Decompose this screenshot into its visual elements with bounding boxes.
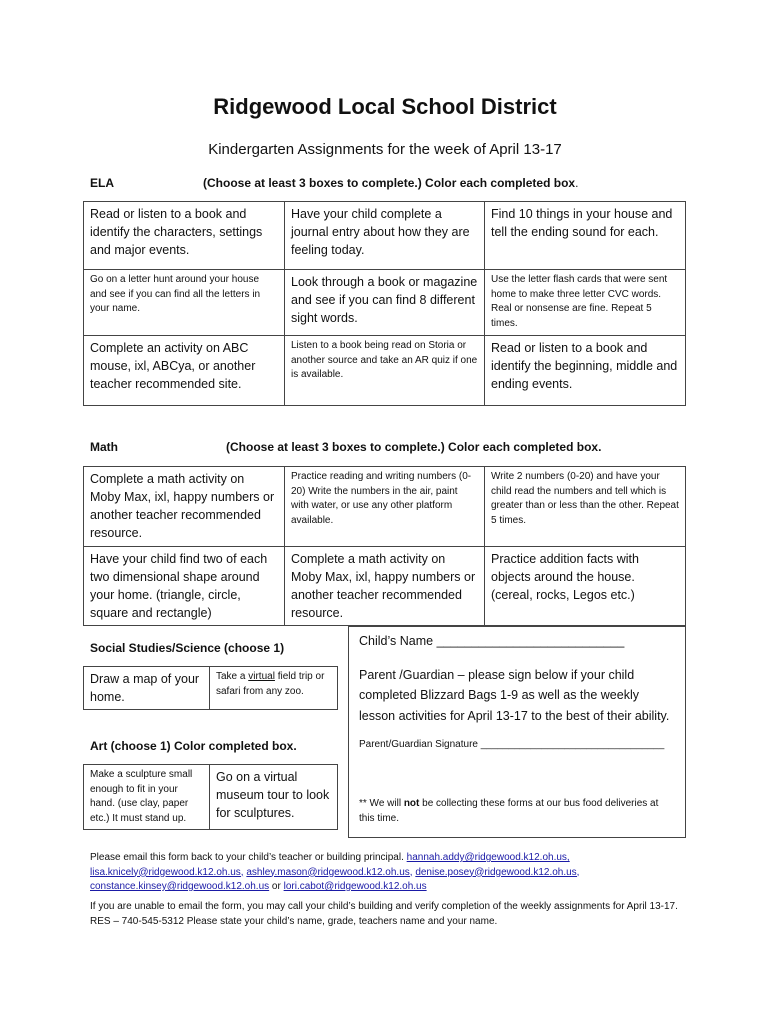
math-grid: [83, 466, 686, 626]
math-box[interactable]: Have your child find two of each two dimensional shape around your home. (triangle, circle, square and rectangle): [84, 546, 285, 626]
guardian-box: [348, 626, 686, 838]
social-box[interactable]: Take a virtual field trip or safari from any zoo.: [210, 667, 338, 710]
email-link[interactable]: ashley.mason@ridgewood.k12.oh.us,: [246, 866, 413, 878]
ela-box[interactable]: Listen to a book being read on Storia or another source and take an AR quiz if one is available.: [285, 336, 485, 406]
phone-instructions: If you are unable to email the form, you may call your child’s building and verify completion of the weekly assignments for April 13-17. RES – 740-545-5312 Please state your child’s name, grade, teachers name and your name.: [90, 901, 678, 927]
math-row: [84, 546, 686, 626]
math-box[interactable]: Practice addition facts with objects around the house. (cereal, rocks, Legos etc.): [485, 546, 686, 626]
email-instructions: Please email this form back to your child’s teacher or building principal. hannah.addy@ridgewood.k12.oh.us, lisa.knicely@ridgewood.k12.oh.us, ashley.mason@ridgewood.k12.oh.us, denise.posey@ridgewood.k12.oh.us, constance.kinsey@ridgewood.k12.oh.us or lori.cabot@ridgewood.k12.oh.us: [90, 852, 580, 892]
art-box[interactable]: Go on a virtual museum tour to look for sculptures.: [210, 765, 338, 830]
email-link[interactable]: hannah.addy@ridgewood.k12.oh.us,: [406, 852, 570, 863]
math-box[interactable]: Complete a math activity on Moby Max, ixl, happy numbers or another teacher recommended resource.: [84, 467, 285, 547]
guardian-statement: Parent /Guardian – please sign below if your child completed Blizzard Bags 1-9 as well as the weekly lesson activities for April 13-17 to the best of their ability.: [359, 668, 670, 723]
email-link[interactable]: constance.kinsey@ridgewood.k12.oh.us: [90, 881, 270, 892]
ela-row: [84, 336, 686, 406]
art-label: Art (choose 1) Color completed box.: [90, 739, 297, 753]
email-link[interactable]: denise.posey@ridgewood.k12.oh.us,: [415, 866, 580, 878]
math-box[interactable]: Write 2 numbers (0-20) and have your child read the numbers and tell which is greater than or less than the other. Repeat 5 times.: [485, 467, 686, 547]
ela-row: [84, 202, 686, 270]
art-box[interactable]: Make a sculpture small enough to fit in your hand. (use clay, paper etc.) It must stand up.: [84, 765, 210, 830]
ela-grid: [83, 201, 686, 406]
ela-box[interactable]: Have your child complete a journal entry about how they are feeling today.: [285, 202, 485, 270]
email-link[interactable]: lisa.knicely@ridgewood.k12.oh.us,: [90, 866, 244, 878]
page-subtitle: Kindergarten Assignments for the week of April 13-17: [208, 141, 562, 158]
ela-box[interactable]: Read or listen to a book and identify the characters, settings and major events.: [84, 202, 285, 270]
ela-box[interactable]: Look through a book or magazine and see if you can find 8 different sight words.: [285, 270, 485, 336]
social-grid: [83, 666, 338, 710]
ela-box[interactable]: Use the letter flash cards that were sent home to make three letter CVC words. Real or nonsense are fine. Repeat 5 times.: [485, 270, 686, 336]
ela-box[interactable]: Find 10 things in your house and tell the ending sound for each.: [485, 202, 686, 270]
page-title: Ridgewood Local School District: [213, 94, 557, 119]
ela-box[interactable]: Complete an activity on ABC mouse, ixl, ABCya, or another teacher recommended site.: [84, 336, 285, 406]
art-grid: [83, 764, 338, 830]
collection-note: ** We will not be collecting these forms at our bus food deliveries at this time.: [359, 798, 659, 824]
email-link[interactable]: lori.cabot@ridgewood.k12.oh.us: [283, 881, 427, 892]
math-box[interactable]: Complete a math activity on Moby Max, ixl, happy numbers or another teacher recommended resource.: [285, 546, 485, 626]
ela-label: ELA: [90, 176, 114, 190]
math-row: [84, 467, 686, 547]
math-box[interactable]: Practice reading and writing numbers (0-20) Write the numbers in the air, paint with water, or use any other platform available.: [285, 467, 485, 547]
social-label: Social Studies/Science (choose 1): [90, 641, 285, 655]
math-label: Math: [90, 440, 118, 454]
signature-field[interactable]: Parent/Guardian Signature _________________________________: [359, 739, 665, 750]
ela-box[interactable]: Go on a letter hunt around your house and see if you can find all the letters in your name.: [84, 270, 285, 336]
ela-row: [84, 270, 686, 336]
child-name-field[interactable]: Child’s Name ___________________________: [359, 634, 625, 648]
social-box[interactable]: Draw a map of your home.: [84, 667, 210, 710]
ela-box[interactable]: Read or listen to a book and identify the beginning, middle and ending events.: [485, 336, 686, 406]
ela-instruction: (Choose at least 3 boxes to complete.) Color each completed box.: [203, 176, 579, 190]
math-instruction: (Choose at least 3 boxes to complete.) Color each completed box.: [226, 440, 602, 454]
